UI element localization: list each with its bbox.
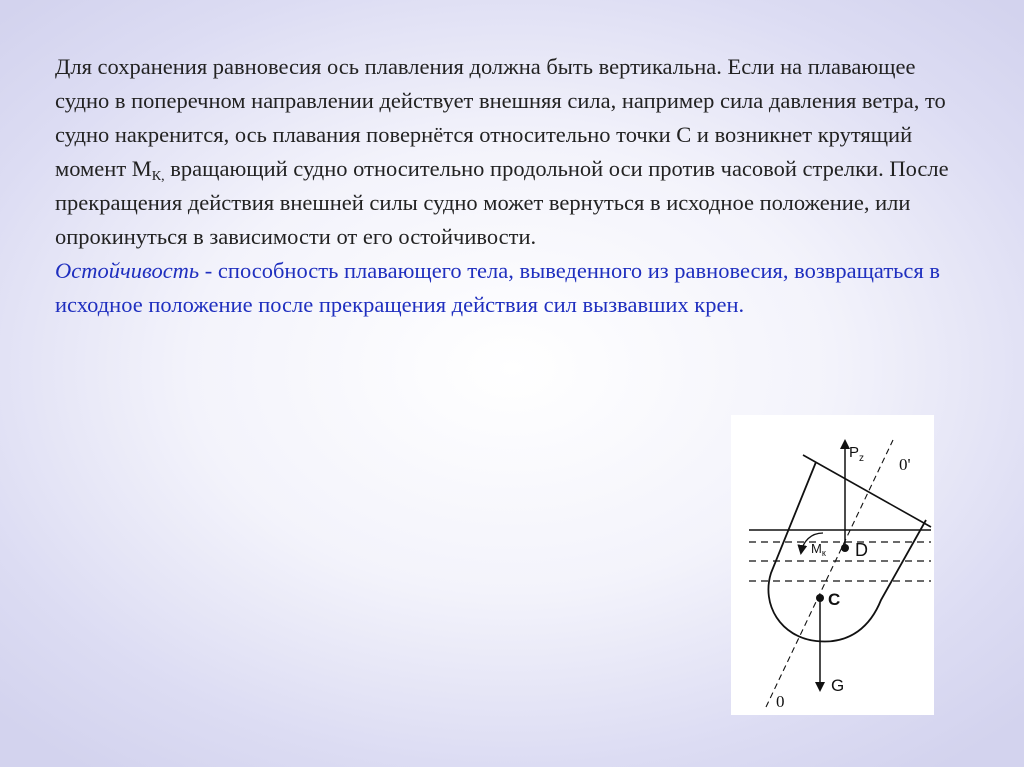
paragraph-text-before: Для сохранения равновесия ось плавления должна быть вертикальна. Если на плавающее судно в поперечном направлении действует внешняя сила, например сила давления ветра, то судно накренится, ось плавания повернётся относительно точки С и возникнет крутящий момент М: [55, 54, 946, 181]
label-mk: $М_к$: [811, 541, 826, 558]
label-c: C: [828, 590, 841, 609]
point-d: [841, 544, 849, 552]
definition-paragraph: [55, 254, 955, 322]
deck-line: [803, 455, 931, 527]
axis-line: [766, 440, 893, 707]
hull-outline: [768, 462, 926, 642]
definition-text: - способность плавающего тела, выведенного из равновесия, возвращаться в исходное положение после прекращения действия сил вызвавших крен.: [55, 258, 940, 317]
stability-diagram: [731, 415, 934, 715]
definition-term: Остойчивость: [55, 258, 200, 283]
label-d: D: [855, 540, 868, 560]
point-c: [816, 594, 824, 602]
label-g: G: [831, 676, 845, 695]
paragraph-text-after: вращающий судно относительно продольной оси против часовой стрелки. После прекращения действия внешней силы судно может вернуться в исходное положение, или опрокинуться в зависимости от его остойчивости.: [55, 156, 949, 249]
moment-subscript: К,: [151, 169, 165, 184]
label-o-prime: 0': [899, 455, 911, 474]
label-o: 0: [776, 692, 785, 711]
main-paragraph: [55, 50, 955, 254]
slide-text: [55, 50, 955, 322]
label-pz: $P_z$: [849, 444, 865, 464]
